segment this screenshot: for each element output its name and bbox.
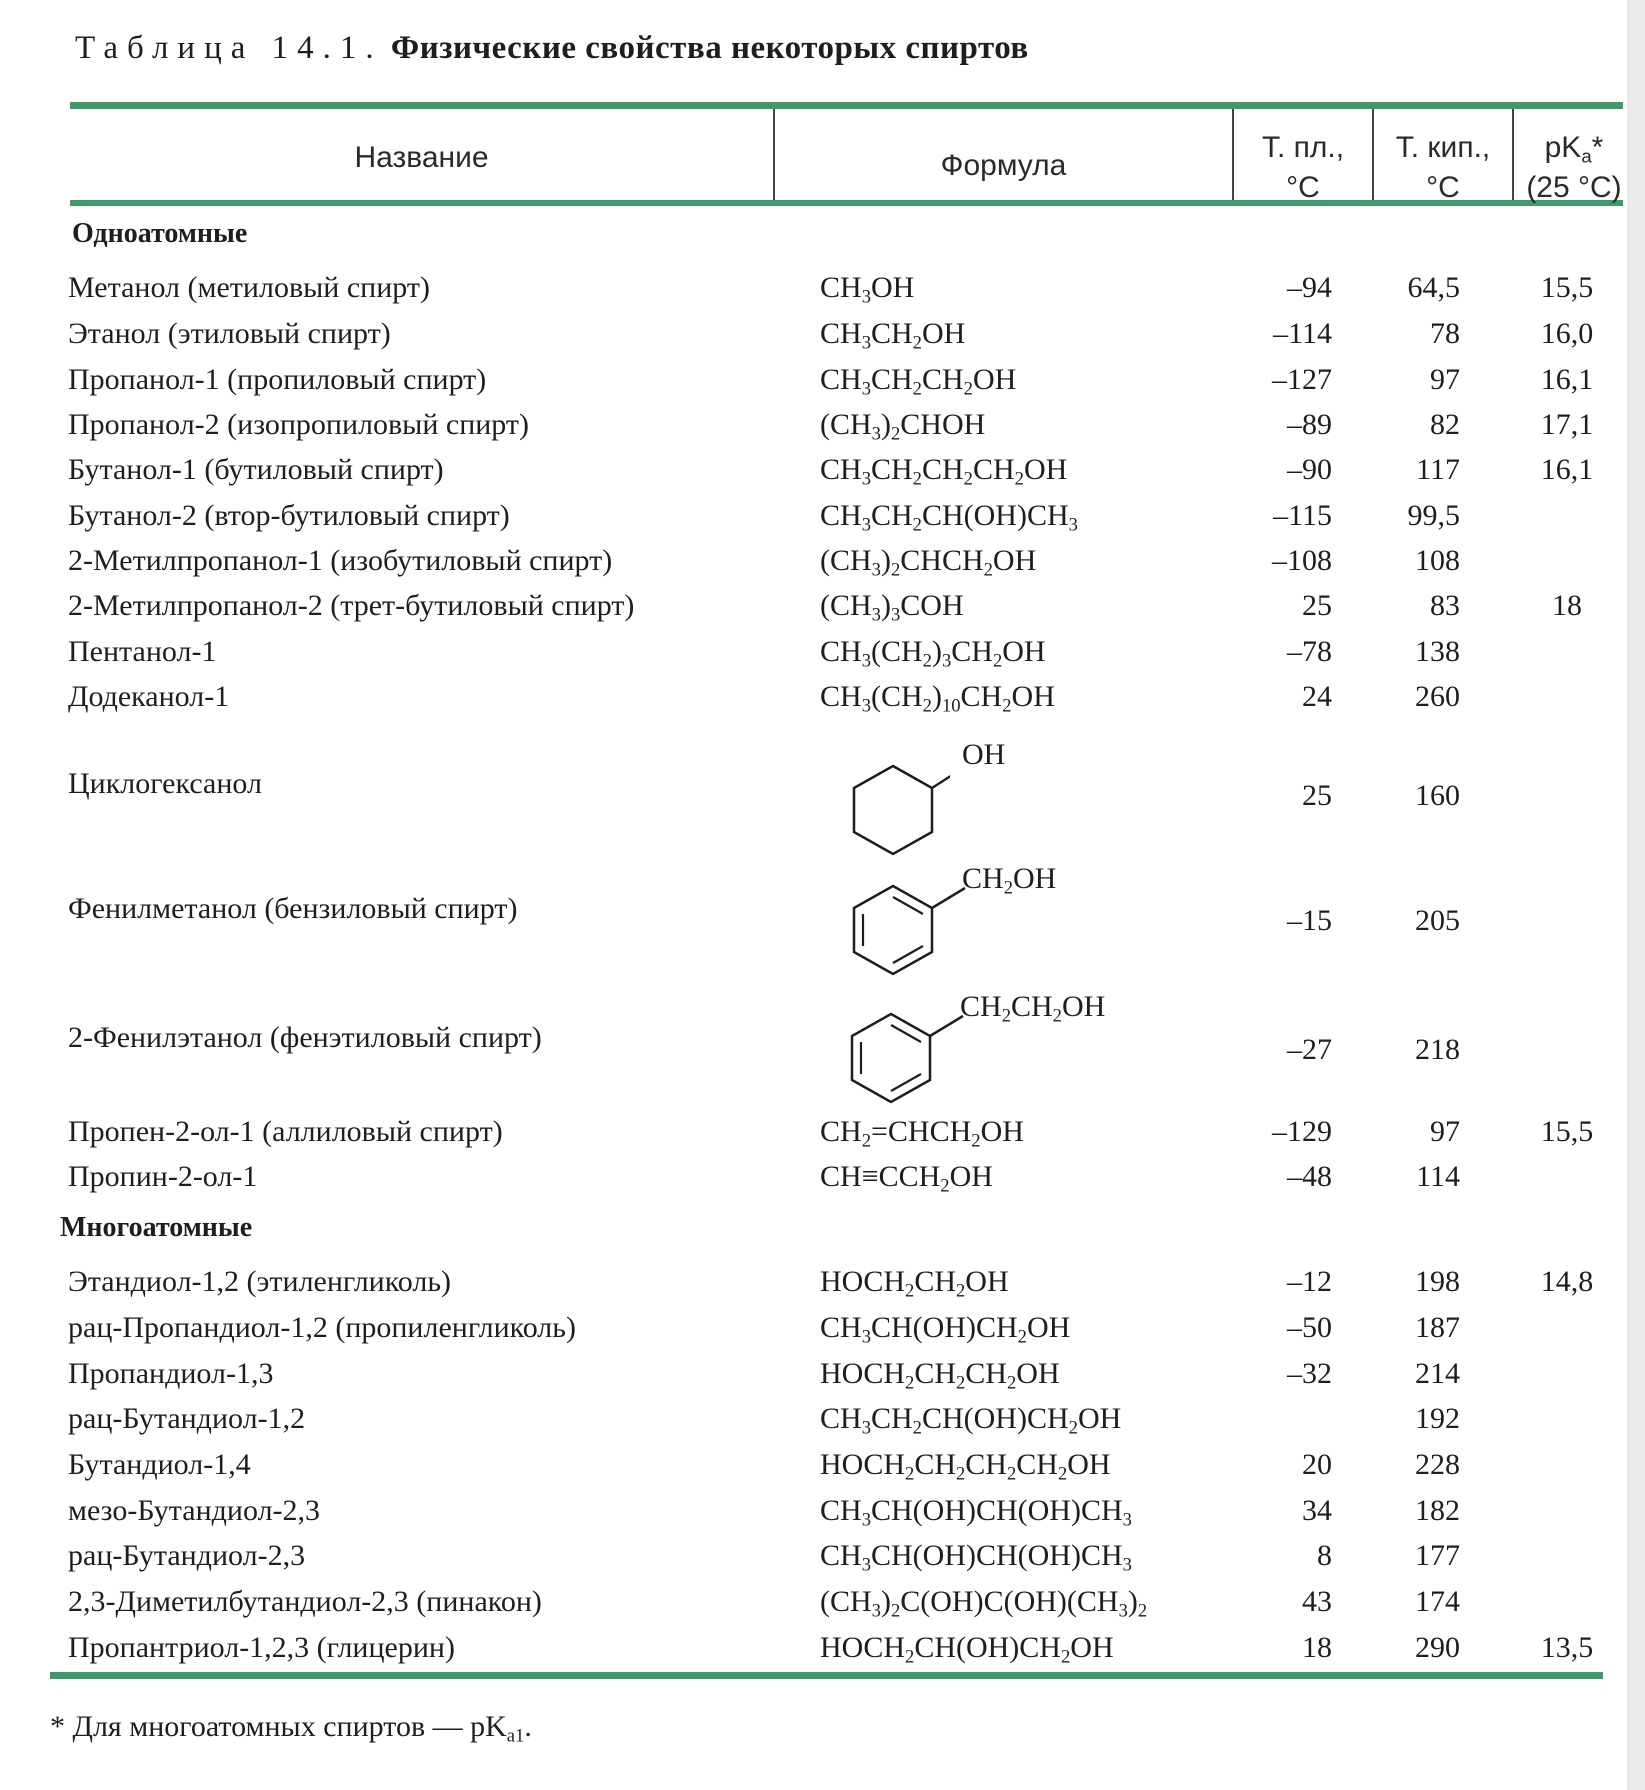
cell-mp: –89 <box>1287 408 1332 441</box>
cell-name: мезо-Бутандиол-2,3 <box>68 1494 321 1527</box>
cell-mp: 25 <box>1302 589 1332 622</box>
table-row <box>0 496 1645 536</box>
table-row <box>0 450 1645 490</box>
cell-mp: –27 <box>1287 1033 1332 1066</box>
table-row <box>0 1157 1645 1197</box>
caption-label: Таблица 14.1. <box>75 30 383 66</box>
cell-bp: 174 <box>1415 1585 1460 1618</box>
table-row <box>0 889 1645 937</box>
cell-formula: $(CH_3)_2CHOH$ <box>820 408 986 445</box>
header-pka-line1: $pK_a*$ <box>1544 131 1604 167</box>
header-mp-line1: Т. пл., <box>1261 131 1345 164</box>
cell-mp: –15 <box>1287 904 1332 937</box>
cell-bp: 138 <box>1415 635 1460 668</box>
cell-mp: 24 <box>1302 680 1332 713</box>
cell-bp: 108 <box>1415 544 1460 577</box>
table-row <box>0 1112 1645 1152</box>
cell-pka: 13,5 <box>1540 1631 1594 1664</box>
caption-title: Физические свойства некоторых спиртов <box>390 30 1029 66</box>
header-mp <box>1234 128 1372 208</box>
cell-name: Пропанол-1 (пропиловый спирт) <box>68 363 487 396</box>
cell-name: рац-Бутандиол-2,3 <box>68 1539 306 1572</box>
cell-bp: 78 <box>1430 317 1460 350</box>
cell-bp: 214 <box>1415 1357 1460 1390</box>
table-row <box>0 764 1645 812</box>
header-pka <box>1514 128 1634 208</box>
cell-name: Пропен-2-ол-1 (аллиловый спирт) <box>68 1115 503 1148</box>
footnote: * Для многоатомных спиртов — $pK_{a1}$. <box>50 1710 532 1747</box>
cell-formula: $CH_3(CH_2)_{10}CH_2OH$ <box>820 680 1055 717</box>
cell-formula: $HOCH_2CH(OH)CH_2OH$ <box>820 1631 1114 1668</box>
cell-bp: 182 <box>1415 1494 1460 1527</box>
cell-bp: 290 <box>1415 1631 1460 1664</box>
cell-name: Этанол (этиловый спирт) <box>68 317 391 350</box>
table-row <box>0 1308 1645 1348</box>
cell-bp: 97 <box>1430 1115 1460 1148</box>
cell-formula: $(CH_3)_3COH$ <box>820 589 964 626</box>
cell-mp: –127 <box>1272 363 1332 396</box>
cell-bp: 198 <box>1415 1265 1460 1298</box>
cell-mp: 18 <box>1302 1631 1332 1664</box>
cell-name: рац-Пропандиол-1,2 (пропиленгликоль) <box>68 1311 576 1344</box>
cell-formula: $(CH_3)_2CHCH_2OH$ <box>820 544 1037 581</box>
cell-mp: 8 <box>1317 1539 1332 1572</box>
cell-name: Циклогексанол <box>68 767 262 800</box>
header-bp-line1: Т. кип., <box>1395 131 1491 164</box>
cell-bp: 177 <box>1415 1539 1460 1572</box>
header-formula: Формула <box>940 149 1067 182</box>
cell-pka: 15,5 <box>1540 1115 1594 1148</box>
cell-pka: 14,8 <box>1540 1265 1594 1298</box>
cell-formula: $CH\equiv CCH_2OH$ <box>820 1160 993 1197</box>
cell-formula: $(CH_3)_2C(OH)C(OH)(CH_3)_2$ <box>820 1585 1148 1622</box>
cell-name: Пропандиол-1,3 <box>68 1357 274 1390</box>
cell-name: Пропанол-2 (изопропиловый спирт) <box>68 408 530 441</box>
cell-mp: 34 <box>1302 1494 1332 1527</box>
cell-name: 2-Метилпропанол-2 (трет-бутиловый спирт) <box>68 589 635 622</box>
cell-mp: –90 <box>1287 453 1332 486</box>
cell-name: Фенилметанол (бензиловый спирт) <box>68 892 518 925</box>
top-rule <box>70 102 1623 109</box>
cell-name: 2-Фенилэтанол (фенэтиловый спирт) <box>68 1021 542 1054</box>
cell-bp: 228 <box>1415 1448 1460 1481</box>
cell-pka: 16,1 <box>1540 363 1594 396</box>
cell-mp: –50 <box>1287 1311 1332 1344</box>
table-row <box>0 1262 1645 1302</box>
ring-substituent-label: $CH_2OH$ <box>962 862 1057 899</box>
cell-mp: –12 <box>1287 1265 1332 1298</box>
cell-mp: –115 <box>1273 499 1332 532</box>
benzene-ring-icon <box>838 1008 968 1118</box>
table-row <box>0 632 1645 672</box>
header-bp <box>1374 128 1512 208</box>
section-mono: Одноатомные <box>72 218 248 249</box>
cell-mp: –78 <box>1287 635 1332 668</box>
benzene-ring-icon <box>840 880 970 990</box>
cell-mp: 43 <box>1302 1585 1332 1618</box>
cell-formula: $HOCH_2CH_2CH_2CH_2OH$ <box>820 1448 1111 1485</box>
cell-bp: 83 <box>1430 589 1460 622</box>
cell-pka: 18 <box>1552 589 1582 622</box>
cell-name: Додеканол-1 <box>68 680 230 713</box>
cell-formula: $CH_3CH(OH)CH_2OH$ <box>820 1311 1071 1348</box>
table-row <box>0 405 1645 445</box>
cell-name: Этандиол-1,2 (этиленгликоль) <box>68 1265 452 1298</box>
table-row <box>0 1445 1645 1485</box>
cell-name: Пропин-2-ол-1 <box>68 1160 258 1193</box>
table-row <box>0 314 1645 354</box>
cell-mp: –114 <box>1273 317 1332 350</box>
cell-formula: $CH_3CH_2CH(OH)CH_3$ <box>820 499 1078 536</box>
cell-mp: 20 <box>1302 1448 1332 1481</box>
table-row <box>0 1582 1645 1622</box>
cell-bp: 218 <box>1415 1033 1460 1066</box>
cell-formula: $CH_3(CH_2)_3CH_2OH$ <box>820 635 1046 672</box>
table-row <box>0 268 1645 308</box>
cell-bp: 97 <box>1430 363 1460 396</box>
cell-formula: $CH_3CH_2CH_2CH_2OH$ <box>820 453 1068 490</box>
cell-bp: 64,5 <box>1407 271 1460 304</box>
cell-formula: $HOCH_2CH_2CH_2OH$ <box>820 1357 1060 1394</box>
header-pka-line2: (25 °С) <box>1526 171 1622 204</box>
cell-mp: –94 <box>1287 271 1332 304</box>
cell-name: Метанол (метиловый спирт) <box>68 271 430 304</box>
cell-formula: $CH_3CH(OH)CH(OH)CH_3$ <box>820 1494 1132 1531</box>
header-mp-line2: °С <box>1286 171 1320 204</box>
table-caption <box>75 30 1029 67</box>
table-row <box>0 1536 1645 1576</box>
cell-formula: $CH_3CH(OH)CH(OH)CH_3$ <box>820 1539 1132 1576</box>
table-row <box>0 541 1645 581</box>
cell-mp: –129 <box>1272 1115 1332 1148</box>
cyclohexane-ring-icon <box>840 760 950 860</box>
cell-mp: 25 <box>1302 779 1332 812</box>
cell-name: рац-Бутандиол-1,2 <box>68 1402 306 1435</box>
cell-bp: 205 <box>1415 904 1460 937</box>
cell-name: 2,3-Диметилбутандиол-2,3 (пинакон) <box>68 1585 542 1618</box>
cell-name: 2-Метилпропанол-1 (изобутиловый спирт) <box>68 544 613 577</box>
table-row <box>0 360 1645 400</box>
cell-mp: –108 <box>1272 544 1332 577</box>
cell-bp: 114 <box>1416 1160 1460 1193</box>
cell-name: Бутанол-2 (втор-бутиловый спирт) <box>68 499 510 532</box>
cell-mp: –48 <box>1287 1160 1332 1193</box>
cell-formula: $CH_3CH_2CH_2OH$ <box>820 363 1017 400</box>
header-name: Название <box>354 141 489 174</box>
cell-formula: $CH_3CH_2CH(OH)CH_2OH$ <box>820 1402 1122 1439</box>
table-row <box>0 1399 1645 1439</box>
cell-mp: –32 <box>1287 1357 1332 1390</box>
section-poly: Многоатомные <box>60 1212 253 1243</box>
ring-substituent-label: OH <box>962 738 1006 771</box>
table-row <box>0 677 1645 717</box>
cell-bp: 82 <box>1430 408 1460 441</box>
table-row <box>0 1628 1645 1668</box>
ring-substituent-label: $CH_2CH_2OH$ <box>960 990 1106 1027</box>
cell-bp: 192 <box>1415 1402 1460 1435</box>
table-row <box>0 1491 1645 1531</box>
cell-name: Бутандиол-1,4 <box>68 1448 251 1481</box>
cell-formula: $CH_3CH_2OH$ <box>820 317 966 354</box>
cell-name: Пропантриол-1,2,3 (глицерин) <box>68 1631 455 1664</box>
cell-bp: 117 <box>1416 453 1460 486</box>
cell-bp: 99,5 <box>1407 499 1460 532</box>
cell-bp: 160 <box>1415 779 1460 812</box>
cell-pka: 15,5 <box>1540 271 1594 304</box>
table-row <box>0 1018 1645 1066</box>
cell-name: Пентанол-1 <box>68 635 217 668</box>
header-bp-line2: °С <box>1426 171 1460 204</box>
bottom-rule <box>50 1672 1603 1679</box>
cell-bp: 260 <box>1415 680 1460 713</box>
cell-formula: $CH_2=CHCH_2OH$ <box>820 1115 1024 1152</box>
cell-formula: $CH_3OH$ <box>820 271 915 308</box>
cell-pka: 16,0 <box>1540 317 1594 350</box>
cell-formula: $HOCH_2CH_2OH$ <box>820 1265 1009 1302</box>
cell-name: Бутанол-1 (бутиловый спирт) <box>68 453 444 486</box>
table-row <box>0 586 1645 626</box>
table-row <box>0 1354 1645 1394</box>
cell-pka: 16,1 <box>1540 453 1594 486</box>
cell-bp: 187 <box>1415 1311 1460 1344</box>
cell-pka: 17,1 <box>1540 408 1594 441</box>
